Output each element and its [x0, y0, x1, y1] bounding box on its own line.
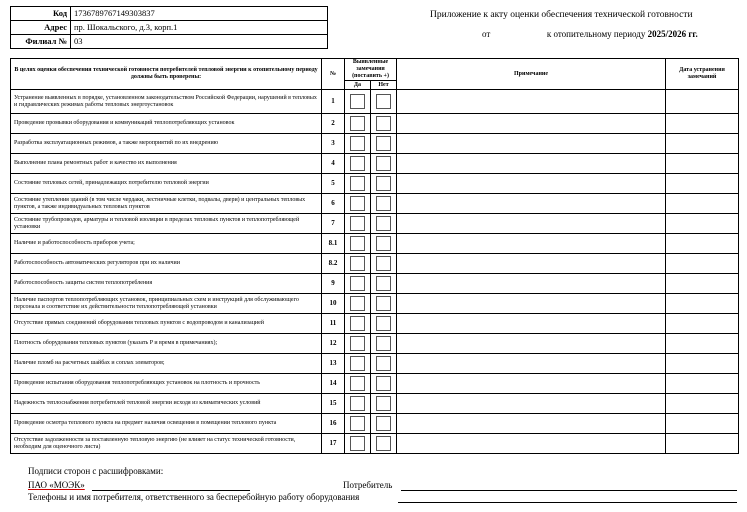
number-header: №: [322, 59, 345, 90]
criterion-number: 3: [322, 134, 345, 154]
address-label: Адрес: [11, 21, 71, 35]
yes-cell: [345, 114, 371, 134]
no-cell: [371, 434, 397, 454]
note-cell[interactable]: [397, 134, 666, 154]
yes-checkbox[interactable]: [350, 116, 365, 131]
criterion-text: Проведение испытания оборудования теплопотребляющих установок на плотность и прочность: [11, 374, 322, 394]
yes-cell: [345, 314, 371, 334]
no-cell: [371, 394, 397, 414]
no-cell: [371, 194, 397, 214]
criterion-number: 2: [322, 114, 345, 134]
checklist-row: [11, 134, 739, 154]
criterion-number: 10: [322, 294, 345, 314]
yes-cell: [345, 414, 371, 434]
yes-cell: [345, 154, 371, 174]
criteria-header: В целях оценки обеспечения технической готовности потребителей тепловой энергии к отопительному периоду должны быть проверены:: [11, 59, 322, 90]
criterion-number: 5: [322, 174, 345, 194]
no-checkbox[interactable]: [376, 316, 391, 331]
fix-date-cell[interactable]: [666, 334, 739, 354]
yes-cell: [345, 354, 371, 374]
note-cell[interactable]: [397, 434, 666, 454]
yes-checkbox[interactable]: [350, 236, 365, 251]
no-cell: [371, 254, 397, 274]
criterion-text: Работоспособность автоматических регуляторов при их наличии: [11, 254, 322, 274]
criterion-text: Состояние утепления зданий (в том числе чердаки, лестничные клетки, подвалы, двери) и центральных тепловых пунктов, а также индивидуальных тепловых пунктов: [11, 194, 322, 214]
criterion-number: 8.2: [322, 254, 345, 274]
no-checkbox[interactable]: [376, 376, 391, 391]
to-label: к: [546, 29, 552, 39]
no-checkbox[interactable]: [376, 416, 391, 431]
yes-cell: [345, 294, 371, 314]
no-checkbox[interactable]: [376, 336, 391, 351]
criterion-text: Наличие пломб на расчетных шайбах и соплах элеваторов;: [11, 354, 322, 374]
yes-cell: [345, 394, 371, 414]
fix-date-cell[interactable]: [666, 90, 739, 114]
fix-date-cell[interactable]: [666, 114, 739, 134]
no-checkbox[interactable]: [376, 236, 391, 251]
checklist-row: [11, 334, 739, 354]
code-row: [11, 7, 328, 21]
no-checkbox[interactable]: [376, 136, 391, 151]
no-cell: [371, 274, 397, 294]
checklist-row: [11, 294, 739, 314]
criterion-text: Надежность теплоснабжения потребителей тепловой энергии исходя из климатических условий: [11, 394, 322, 414]
note-cell[interactable]: [397, 374, 666, 394]
note-cell[interactable]: [397, 294, 666, 314]
yes-checkbox[interactable]: [350, 196, 365, 211]
yes-cell: [345, 90, 371, 114]
no-checkbox[interactable]: [376, 396, 391, 411]
checklist-row: [11, 274, 739, 294]
yes-checkbox[interactable]: [350, 416, 365, 431]
criterion-number: 6: [322, 194, 345, 214]
fix-date-cell[interactable]: [666, 414, 739, 434]
criterion-number: 15: [322, 394, 345, 414]
fix-date-cell[interactable]: [666, 194, 739, 214]
yes-header: Да: [345, 81, 371, 90]
yes-cell: [345, 434, 371, 454]
no-cell: [371, 134, 397, 154]
criterion-number: 14: [322, 374, 345, 394]
yes-cell: [345, 134, 371, 154]
moek-signature-line[interactable]: [92, 490, 250, 491]
criterion-text: Наличие паспортов теплопотребляющих установок, принципиальных схем и инструкций для обслуживающего персонала и соответствие их действительности теплопотребляющей установки: [11, 294, 322, 314]
no-checkbox[interactable]: [376, 156, 391, 171]
note-cell[interactable]: [397, 414, 666, 434]
note-cell[interactable]: [397, 314, 666, 334]
fix-date-cell[interactable]: [666, 254, 739, 274]
checklist-rows: [11, 90, 739, 454]
signatures-heading: Подписи сторон с расшифровками:: [28, 466, 164, 476]
checklist-row: [11, 414, 739, 434]
no-checkbox[interactable]: [376, 176, 391, 191]
no-cell: [371, 90, 397, 114]
fix-date-cell[interactable]: [666, 214, 739, 234]
yes-cell: [345, 234, 371, 254]
appendix-title: Приложение к акту оценки обеспечения технической готовности: [430, 10, 693, 20]
no-checkbox[interactable]: [376, 256, 391, 271]
no-cell: [371, 154, 397, 174]
branch-row: [11, 35, 328, 49]
note-cell[interactable]: [397, 154, 666, 174]
checklist-row: [11, 194, 739, 214]
criterion-number: 4: [322, 154, 345, 174]
consumer-signature-line[interactable]: [401, 490, 737, 491]
readiness-checklist-table: [10, 58, 739, 454]
yes-cell: [345, 334, 371, 354]
yes-cell: [345, 274, 371, 294]
yes-checkbox[interactable]: [350, 156, 365, 171]
checklist-row: [11, 394, 739, 414]
criterion-text: Отсутствие задолженности за поставленную тепловую энергию (не влияет на статус технической готовности, необходим для оценочного листа): [11, 434, 322, 454]
no-checkbox[interactable]: [376, 276, 391, 291]
yes-checkbox[interactable]: [350, 396, 365, 411]
no-cell: [371, 174, 397, 194]
no-cell: [371, 334, 397, 354]
code-label: Код: [11, 7, 71, 21]
criterion-number: 11: [322, 314, 345, 334]
yes-cell: [345, 214, 371, 234]
no-checkbox[interactable]: [376, 296, 391, 311]
yes-checkbox[interactable]: [350, 436, 365, 451]
note-cell[interactable]: [397, 90, 666, 114]
address-row: [11, 21, 328, 35]
fix-date-cell[interactable]: [666, 174, 739, 194]
checklist-row: [11, 374, 739, 394]
responsible-contact-label: Телефоны и имя потребителя, ответственного за бесперебойную работу оборудования: [28, 492, 360, 502]
yes-checkbox[interactable]: [350, 94, 365, 109]
no-cell: [371, 114, 397, 134]
no-header: Нет: [371, 81, 397, 90]
no-cell: [371, 294, 397, 314]
criterion-text: Наличие и работоспособность приборов учета;: [11, 234, 322, 254]
no-cell: [371, 354, 397, 374]
note-cell[interactable]: [397, 234, 666, 254]
no-checkbox[interactable]: [376, 356, 391, 371]
criterion-number: 13: [322, 354, 345, 374]
criterion-text: Устранение выявленных в порядке, установленном законодательством Российской Федерации, нарушений в тепловых и гидравлических режимах работы тепловых энергоустановок: [11, 90, 322, 114]
code-value: 1736789767149303837: [71, 7, 328, 21]
yes-checkbox[interactable]: [350, 296, 365, 311]
criterion-text: Проведение осмотра теплового пункта на предмет наличия освещения в помещении теплового пункта: [11, 414, 322, 434]
yes-cell: [345, 254, 371, 274]
checklist-row: [11, 234, 739, 254]
fix-date-cell[interactable]: [666, 134, 739, 154]
note-cell[interactable]: [397, 194, 666, 214]
yes-checkbox[interactable]: [350, 316, 365, 331]
yes-checkbox[interactable]: [350, 336, 365, 351]
yes-checkbox[interactable]: [350, 376, 365, 391]
fix-date-cell[interactable]: [666, 294, 739, 314]
checklist-row: [11, 434, 739, 454]
checklist-row: [11, 314, 739, 334]
criterion-number: 1: [322, 90, 345, 114]
no-checkbox[interactable]: [376, 196, 391, 211]
fix-date-header: Дата устранения замечаний: [666, 59, 739, 90]
no-cell: [371, 314, 397, 334]
fix-date-cell[interactable]: [666, 154, 739, 174]
address-value: пр. Шокальского, д.3, корп.1: [71, 21, 328, 35]
yes-cell: [345, 194, 371, 214]
moek-label: [28, 480, 85, 490]
criterion-number: 12: [322, 334, 345, 354]
yes-checkbox[interactable]: [350, 276, 365, 291]
criterion-text: Выполнение плана ремонтных работ и качество их выполнения: [11, 154, 322, 174]
fix-date-cell[interactable]: [666, 394, 739, 414]
period-value: 2025/2026 гг.: [647, 29, 698, 39]
moek-name: ПАО «МОЭК»: [28, 480, 85, 490]
no-checkbox[interactable]: [376, 436, 391, 451]
note-cell[interactable]: [397, 114, 666, 134]
branch-label: Филиал №: [11, 35, 71, 49]
criterion-number: 9: [322, 274, 345, 294]
criterion-number: 16: [322, 414, 345, 434]
from-label: от: [482, 29, 491, 39]
period-text: отопительному периоду: [553, 29, 646, 39]
checklist-row: [11, 174, 739, 194]
remarks-header: Выявленные замечания (поставить +): [345, 59, 397, 81]
no-cell: [371, 414, 397, 434]
no-checkbox[interactable]: [376, 116, 391, 131]
criterion-text: Проведение промывки оборудования и коммуникаций теплопотребляющих установок: [11, 114, 322, 134]
criterion-number: 17: [322, 434, 345, 454]
fix-date-cell[interactable]: [666, 314, 739, 334]
no-checkbox[interactable]: [376, 94, 391, 109]
note-header: Примечание: [397, 59, 666, 90]
criterion-text: Плотность оборудования тепловых пунктов (указать P и время в примечаниях);: [11, 334, 322, 354]
note-cell[interactable]: [397, 334, 666, 354]
info-table: [10, 6, 328, 49]
no-checkbox[interactable]: [376, 216, 391, 231]
yes-checkbox[interactable]: [350, 356, 365, 371]
criterion-text: Состояние трубопроводов, арматуры и тепловой изоляции в пределах тепловых пунктов и теплопотребляющей установки: [11, 214, 322, 234]
responsible-contact-line[interactable]: [398, 502, 737, 503]
fix-date-cell[interactable]: [666, 374, 739, 394]
period-line: [482, 29, 698, 39]
yes-cell: [345, 174, 371, 194]
no-cell: [371, 214, 397, 234]
note-cell[interactable]: [397, 254, 666, 274]
fix-date-cell[interactable]: [666, 274, 739, 294]
no-cell: [371, 234, 397, 254]
criterion-text: Разработка эксплуатационных режимов, а также мероприятий по их внедрению: [11, 134, 322, 154]
checklist-row: [11, 154, 739, 174]
criterion-number: 7: [322, 214, 345, 234]
checklist-row: [11, 214, 739, 234]
yes-cell: [345, 374, 371, 394]
criterion-text: Работоспособность защиты систем теплопотребления: [11, 274, 322, 294]
criterion-number: 8.1: [322, 234, 345, 254]
yes-checkbox[interactable]: [350, 176, 365, 191]
note-cell[interactable]: [397, 214, 666, 234]
fix-date-cell[interactable]: [666, 234, 739, 254]
fix-date-cell[interactable]: [666, 354, 739, 374]
criterion-text: Состояние тепловых сетей, принадлежащих потребителю тепловой энергии: [11, 174, 322, 194]
note-cell[interactable]: [397, 354, 666, 374]
branch-value: 03: [71, 35, 328, 49]
yes-checkbox[interactable]: [350, 256, 365, 271]
yes-checkbox[interactable]: [350, 216, 365, 231]
note-cell[interactable]: [397, 174, 666, 194]
checklist-row: [11, 354, 739, 374]
criterion-text: Отсутствие прямых соединений оборудования тепловых пунктов с водопроводом и канализацией: [11, 314, 322, 334]
checklist-row: [11, 254, 739, 274]
yes-checkbox[interactable]: [350, 136, 365, 151]
no-cell: [371, 374, 397, 394]
fix-date-cell[interactable]: [666, 434, 739, 454]
note-cell[interactable]: [397, 394, 666, 414]
checklist-row: [11, 114, 739, 134]
checklist-row: [11, 90, 739, 114]
consumer-label: Потребитель: [343, 480, 393, 490]
note-cell[interactable]: [397, 274, 666, 294]
